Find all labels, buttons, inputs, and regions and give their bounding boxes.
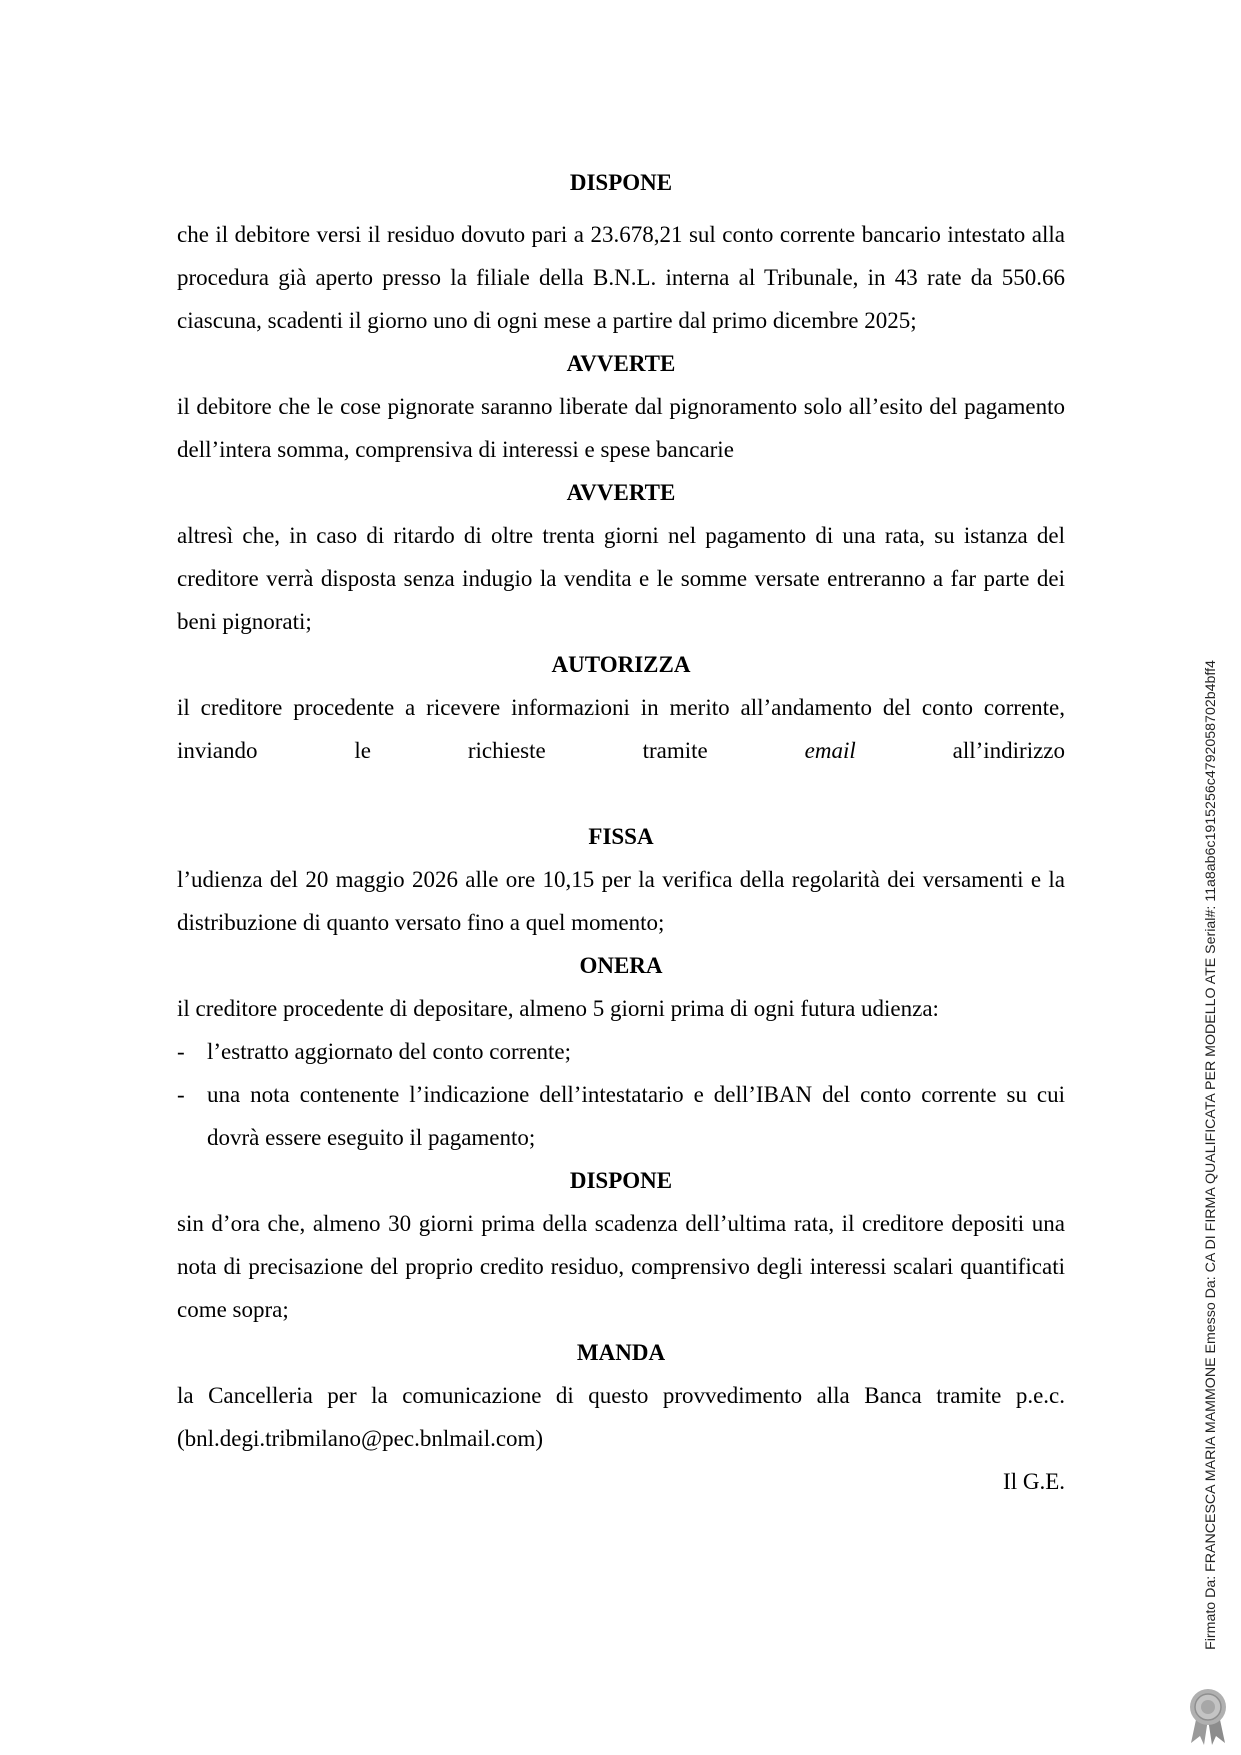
blank-address-line	[177, 772, 1065, 815]
digital-signature-text: Firmato Da: FRANCESCA MARIA MAMMONE Emesso Da: CA DI FIRMA QUALIFICATA PER MODELLO ATE Serial#: 11a8ab6c1915256c4792058702b4bff4	[1203, 660, 1219, 1650]
heading-avverte: AVVERTE	[566, 351, 676, 376]
paragraph-avverte: il debitore che le cose pignorate saranno liberate dal pignoramento solo all’esito del pagamento dell’intera somma, comprensiva di interessi e spese bancarie	[177, 394, 1065, 462]
list-item-text: una nota contenente l’indicazione dell’intestatario e dell’IBAN del conto corrente su cui dovrà essere eseguito il pagamento;	[207, 1082, 1065, 1150]
bullet-marker: -	[177, 1039, 185, 1064]
paragraph-onera: il creditore procedente di depositare, almeno 5 giorni prima di ogni futura udienza:	[177, 996, 939, 1021]
paragraph-dispone-2: sin d’ora che, almeno 30 giorni prima della scadenza dell’ultima rata, il creditore depositi una nota di precisazione del proprio credito residuo, comprensivo degli interessi scalari quantificati come sopra;	[177, 1211, 1065, 1322]
list-item	[177, 1030, 1065, 1073]
bullet-marker: -	[177, 1082, 185, 1107]
autorizza-address-word: all’indirizzo	[952, 738, 1066, 763]
document-body	[177, 171, 1065, 1503]
paragraph-fissa: l’udienza del 20 maggio 2026 alle ore 10,15 per la verifica della regolarità dei versamenti e la distribuzione di quanto versato fino a quel momento;	[177, 867, 1065, 935]
paragraph-dispone: che il debitore versi il residuo dovuto pari a 23.678,21 sul conto corrente bancario intestato alla procedura già aperto presso la filiale della B.N.L. interna al Tribunale, in 43 rate da 550.66 ciascuna, scadenti il giorno uno di ogni mese a partire dal primo dicembre 2025;	[177, 222, 1065, 333]
list-item-text: l’estratto aggiornato del conto corrente;	[207, 1039, 572, 1064]
signature: Il G.E.	[1003, 1469, 1065, 1494]
paragraph-manda: la Cancelleria per la comunicazione di questo provvedimento alla Banca tramite p.e.c. (bnl.degi.tribmilano@pec.bnlmail.com)	[177, 1383, 1065, 1451]
heading-dispone-2: DISPONE	[569, 1168, 673, 1193]
autorizza-text: il creditore procedente a ricevere informazioni in merito all’andamento del conto corrente, inviando le richieste tramite	[177, 695, 1065, 763]
paragraph-autorizza	[177, 686, 1065, 772]
heading-onera: ONERA	[579, 953, 663, 978]
heading-dispone: DISPONE	[569, 170, 673, 195]
heading-avverte-2: AVVERTE	[566, 480, 676, 505]
heading-fissa: FISSA	[588, 824, 654, 849]
list-item	[177, 1073, 1065, 1159]
rosette-seal-icon	[1183, 1685, 1233, 1747]
digital-signature-stamp	[1196, 640, 1226, 1670]
autorizza-email-word: email	[804, 738, 856, 763]
heading-autorizza: AUTORIZZA	[551, 652, 691, 677]
paragraph-avverte-2: altresì che, in caso di ritardo di oltre trenta giorni nel pagamento di una rata, su istanza del creditore verrà disposta senza indugio la vendita e le somme versate entreranno a far parte dei beni pignorati;	[177, 523, 1065, 634]
heading-manda: MANDA	[576, 1340, 666, 1365]
